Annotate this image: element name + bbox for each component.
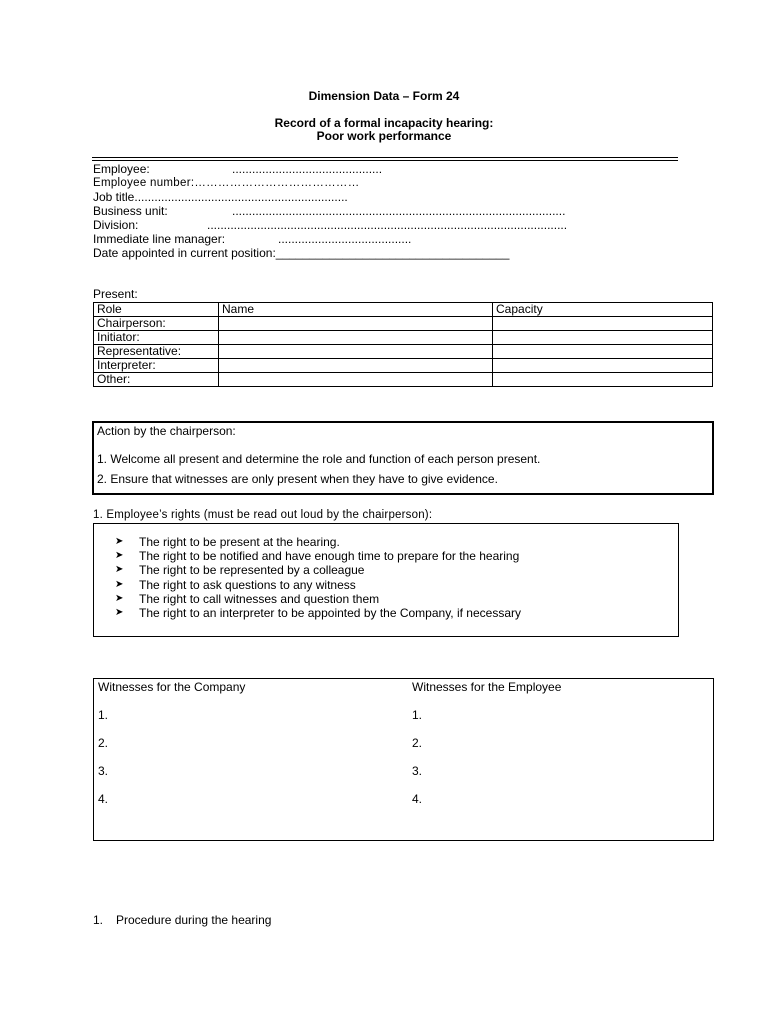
name-cell[interactable] [219,317,493,331]
employee-number-field[interactable]: Employee number:…………………………………… [93,177,360,189]
employee-witness-1[interactable]: 1. [412,708,423,722]
company-witness-4[interactable]: 4. [98,792,109,806]
list-item: ➤ The right to be represented by a colleague [115,563,365,578]
arrow-bullet-icon: ➤ [115,550,124,562]
name-cell[interactable] [219,345,493,359]
name-cell[interactable] [219,373,493,387]
name-cell[interactable] [219,331,493,345]
list-item: ➤ The right to call witnesses and question them [115,591,380,606]
company-witness-3[interactable]: 3. [98,764,109,778]
capacity-cell[interactable] [493,317,713,331]
role-cell: Representative: [94,345,219,359]
role-cell: Other: [94,373,219,387]
employee-field-value[interactable]: ............................................. [232,162,383,176]
witnesses-company-heading: Witnesses for the Company [98,680,246,694]
arrow-bullet-icon: ➤ [115,578,124,590]
list-item: ➤ The right to be present at the hearing. [115,535,340,549]
employee-witness-2[interactable]: 2. [412,736,423,750]
rights-list [115,535,521,620]
company-witness-2[interactable]: 2. [98,736,109,750]
division-value[interactable]: ............................................................................................................ [207,218,568,232]
list-item: ➤ The right to an interpreter to be appointed by the Company, if necessary [115,605,521,620]
chairperson-action-heading: Action by the chairperson: [97,424,236,438]
business-unit-value[interactable]: .................................................................................................... [232,204,566,218]
table-header-row [94,303,713,317]
line-manager-field: Immediate line manager: ........................................ [93,232,412,246]
present-table [93,302,713,387]
form-subtitle-line1: Record of a formal incapacity hearing: [274,116,494,130]
table-row [94,359,713,373]
line-manager-value[interactable]: ........................................ [278,232,412,246]
witnesses-box [93,678,714,841]
arrow-bullet-icon: ➤ [115,564,124,576]
table-row [94,345,713,359]
header-divider-top [92,157,678,158]
role-cell: Initiator: [94,331,219,345]
employee-field: Employee: ............................................. [93,162,383,176]
rights-heading: 1. Employee’s rights (must be read out loud by the chairperson): [93,509,433,521]
arrow-bullet-icon: ➤ [115,606,124,618]
business-unit-field: Business unit: .................................................................................................... [93,204,566,218]
job-title-field[interactable]: Job title................................................................ [93,190,348,204]
date-appointed-field[interactable]: Date appointed in current position:___________________________________ [93,246,510,260]
list-item: ➤ The right to be notified and have enough time to prepare for the hearing [115,549,520,564]
name-cell[interactable] [219,359,493,373]
form-subtitle-line2: Poor work performance [316,129,452,143]
employee-witness-3[interactable]: 3. [412,764,423,778]
capacity-cell[interactable] [493,373,713,387]
capacity-cell[interactable] [493,331,713,345]
capacity-cell[interactable] [493,359,713,373]
table-row [94,317,713,331]
list-item: ➤ The right to ask questions to any witness [115,577,356,592]
column-header-name: Name [219,303,493,317]
form-title: Dimension Data – Form 24 [308,89,460,103]
arrow-bullet-icon: ➤ [115,592,124,604]
arrow-bullet-icon: ➤ [115,536,124,547]
capacity-cell[interactable] [493,345,713,359]
procedure-number: 1. [93,913,104,927]
table-row [94,373,713,387]
role-cell: Interpreter: [94,359,219,373]
header-divider-bottom [92,160,678,161]
role-cell: Chairperson: [94,317,219,331]
column-header-role: Role [94,303,219,317]
chairperson-action-box [92,421,714,495]
employee-witness-4[interactable]: 4. [412,792,423,806]
company-witness-1[interactable]: 1. [98,708,109,722]
witnesses-employee-heading: Witnesses for the Employee [412,680,562,694]
chairperson-action-item: 1. Welcome all present and determine the role and function of each person present. [97,452,541,466]
division-field: Division: ............................................................................................................ [93,218,568,232]
present-heading: Present: [93,287,138,301]
column-header-capacity: Capacity [493,303,713,317]
table-row [94,331,713,345]
chairperson-action-item: 2. Ensure that witnesses are only present when they have to give evidence. [97,472,498,486]
procedure-heading: Procedure during the hearing [116,913,272,927]
